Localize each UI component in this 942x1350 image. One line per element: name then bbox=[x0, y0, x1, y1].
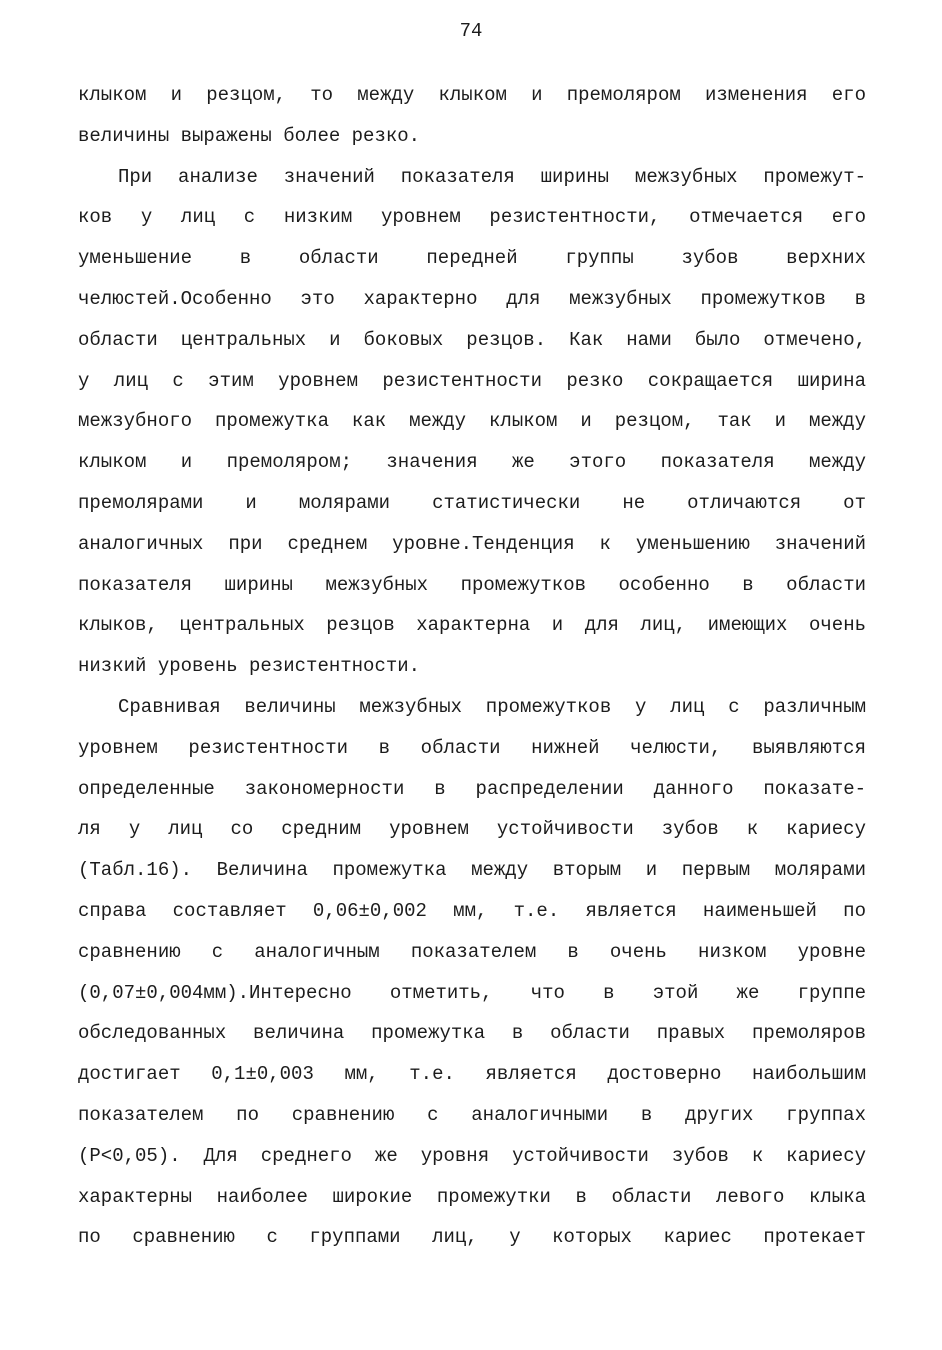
text-line: справа составляет 0,06±0,002 мм, т.е. является наименьшей по bbox=[78, 899, 866, 922]
text-line: клыков, центральных резцов характерна и для лиц, имеющих очень bbox=[78, 614, 866, 637]
text-line: межзубного промежутка как между клыком и резцом, так и между bbox=[78, 410, 866, 433]
text-line: сравнению с аналогичным показателем в очень низком уровне bbox=[78, 940, 866, 963]
text-line: у лиц с этим уровнем резистентности резко сокращается ширина bbox=[78, 369, 866, 392]
text-line: низкий уровень резистентности. bbox=[78, 655, 421, 678]
text-line: (0,07±0,004мм).Интересно отметить, что в этой же группе bbox=[78, 981, 866, 1004]
text-line: челюстей.Особенно это характерно для межзубных промежутков в bbox=[78, 287, 866, 310]
text-line: Сравнивая величины межзубных промежутков у лиц с различным bbox=[118, 695, 866, 718]
text-line: При анализе значений показателя ширины межзубных промежут- bbox=[118, 165, 866, 188]
text-line: определенные закономерности в распределении данного показате- bbox=[78, 777, 866, 800]
text-line: ков у лиц с низким уровнем резистентности, отмечается его bbox=[78, 206, 866, 229]
text-line: показателем по сравнению с аналогичными в других группах bbox=[78, 1103, 866, 1126]
text-line: обследованных величина промежутка в области правых премоляров bbox=[78, 1022, 866, 1045]
text-line: клыком и резцом, то между клыком и премоляром изменения его bbox=[78, 84, 866, 106]
text-line: показателя ширины межзубных промежутков особенно в области bbox=[78, 573, 866, 596]
text-line: уровнем резистентности в области нижней челюсти, выявляются bbox=[78, 736, 866, 759]
page-number: 74 bbox=[459, 20, 483, 42]
text-line: (Р<0,05). Для среднего же уровня устойчивости зубов к кариесу bbox=[78, 1144, 866, 1167]
text-line: клыком и премоляром; значения же этого показателя между bbox=[78, 451, 866, 474]
text-line: премолярами и молярами статистически не отличаются от bbox=[78, 491, 866, 514]
document-body bbox=[78, 81, 866, 1264]
text-line: аналогичных при среднем уровне.Тенденция к уменьшению значений bbox=[78, 532, 866, 555]
text-line: характерны наиболее широкие промежутки в области левого клыка bbox=[78, 1185, 866, 1208]
text-line: достигает 0,1±0,003 мм, т.е. является достоверно наибольшим bbox=[78, 1063, 866, 1086]
text-line: по сравнению с группами лиц, у которых кариес протекает bbox=[78, 1226, 866, 1249]
text-line: (Табл.16). Величина промежутка между вторым и первым молярами bbox=[78, 859, 866, 882]
text-line: ля у лиц со средним уровнем устойчивости зубов к кариесу bbox=[78, 818, 866, 841]
text-line: величины выражены более резко. bbox=[78, 124, 421, 147]
text-line: уменьшение в области передней группы зубов верхних bbox=[78, 247, 866, 270]
text-line: области центральных и боковых резцов. Как нами было отмечено, bbox=[78, 328, 866, 351]
